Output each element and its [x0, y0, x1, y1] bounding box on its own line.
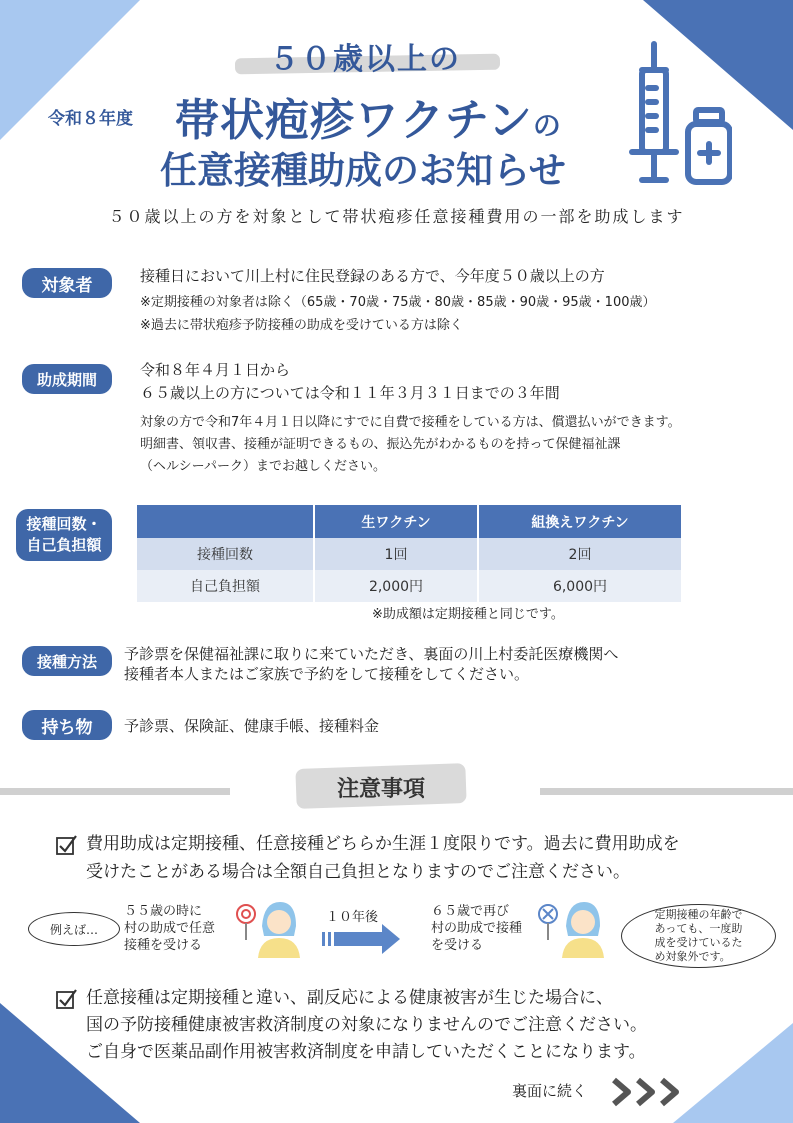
cost-label [16, 509, 112, 561]
speech-line: め対象外です。 [654, 950, 731, 963]
caution-item1-line2: 受けたことがある場合は全額自己負担となりますのでご注意ください。 [86, 862, 630, 882]
cost-table-header-recombinant: 組換えワクチン [478, 505, 682, 538]
table-cell: 2回 [478, 538, 682, 570]
cost-label-line2: 自己負担額 [26, 536, 102, 554]
example-right-line: 村の助成で接種 [431, 921, 523, 936]
caution-item2-line1: 任意接種は定期接種と違い、副反応による健康被害が生じた場合に、 [86, 988, 613, 1008]
table-cell: 1回 [314, 538, 478, 570]
divider-left [0, 788, 230, 795]
table-cell: 接種回数 [137, 538, 314, 570]
example-bubble: 例えば… [28, 912, 120, 946]
period-note3: （ヘルシーパーク）までお越しください。 [140, 459, 387, 474]
continue-text: 裏面に続く [512, 1082, 588, 1100]
example-left-line: 村の助成で任意 [124, 921, 216, 936]
title-line2-suffix: の [532, 109, 562, 142]
caution-item2-line3: ご自身で医薬品副作用被害救済制度を申請していただくことになります。 [86, 1042, 646, 1062]
example-left-line: 接種を受ける [124, 938, 203, 953]
speech-line: あっても、一度助 [654, 922, 743, 935]
person-ok-icon [234, 896, 304, 958]
check-icon [55, 988, 77, 1010]
divider-right [540, 788, 793, 795]
arrow-label: １０年後 [326, 910, 379, 925]
method-label: 接種方法 [22, 646, 112, 676]
syringe-icon [622, 40, 732, 190]
table-row [137, 538, 682, 570]
person-ng-icon [536, 896, 616, 958]
period-note1: 対象の方で令和7年４月１日以降にすでに自費で接種をしている方は、償還払いができます。 [140, 415, 681, 430]
corner-bottom-right-decoration [673, 1023, 793, 1123]
example-right-line: ６５歳で再び [431, 904, 510, 919]
table-row [137, 570, 682, 602]
period-note2: 明細書、領収書、接種が証明できるもの、振込先がわかるものを持って保健福祉課 [140, 437, 621, 452]
subtitle: ５０歳以上の方を対象として帯状疱疹任意接種費用の一部を助成します [108, 207, 685, 226]
example-right-line: を受ける [431, 938, 484, 953]
speech-bubble [621, 904, 776, 968]
table-cell: 2,000円 [314, 570, 478, 602]
method-line1: 予診票を保健福祉課に取りに来ていただき、裏面の川上村委託医療機関へ [124, 645, 619, 663]
period-line2: ６５歳以上の方については令和１１年３月３１日までの３年間 [140, 384, 560, 402]
table-cell: 6,000円 [478, 570, 682, 602]
fiscal-year: 令和８年度 [48, 109, 133, 129]
items-label: 持ち物 [22, 710, 112, 740]
check-icon [55, 834, 77, 856]
caution-item2-line2: 国の予防接種健康被害救済制度の対象になりませんのでご注意ください。 [86, 1015, 647, 1035]
chevrons-right-icon [610, 1076, 688, 1108]
target-main: 接種日において川上村に住民登録のある方で、今年度５０歳以上の方 [140, 267, 605, 285]
period-label: 助成期間 [22, 364, 112, 394]
example-left-text [124, 903, 215, 954]
cost-label-line1: 接種回数・ [26, 515, 102, 533]
title-line3: 任意接種助成のお知らせ [160, 149, 566, 192]
cost-table-header-empty [137, 505, 314, 538]
arrow-right-icon [322, 922, 402, 956]
table-cell: 自己負担額 [137, 570, 314, 602]
example-left-line: ５５歳の時に [124, 904, 203, 919]
title-line2 [175, 84, 562, 148]
caution-item1-line1: 費用助成は定期接種、任意接種どちらか生涯１度限りです。過去に費用助成を [86, 834, 680, 854]
cost-footnote: ※助成額は定期接種と同じです。 [372, 607, 564, 622]
cost-table [137, 505, 683, 602]
speech-line: 成を受けているた [654, 936, 743, 949]
cost-table-header-live: 生ワクチン [314, 505, 478, 538]
period-line1: 令和８年４月１日から [140, 361, 291, 379]
target-note2: ※過去に帯状疱疹予防接種の助成を受けている方は除く [140, 318, 463, 333]
title-line1: ５０歳以上の [269, 42, 461, 77]
items-text: 予診票、保険証、健康手帳、接種料金 [124, 717, 380, 735]
caution-heading: 注意事項 [336, 777, 425, 802]
target-label: 対象者 [22, 268, 112, 298]
method-line2: 接種者本人またはご家族で予約をして接種をしてください。 [124, 665, 530, 683]
target-note1: ※定期接種の対象者は除く（65歳・70歳・75歳・80歳・85歳・90歳・95歳・100歳） [140, 295, 656, 310]
speech-line: 定期接種の年齢で [654, 908, 743, 921]
example-right-text [431, 903, 522, 954]
title-line2-main: 帯状疱疹ワクチン [175, 95, 533, 146]
